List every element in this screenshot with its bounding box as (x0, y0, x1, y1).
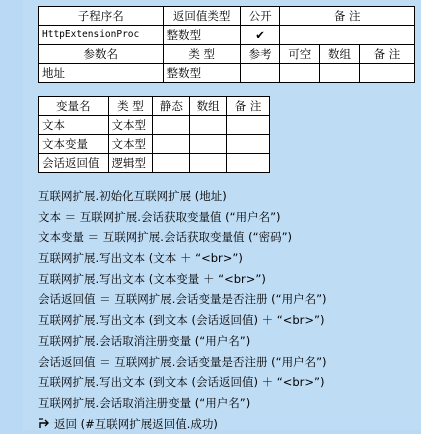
sub-return-type-cell[interactable]: 整数型 (163, 26, 240, 45)
header-public: 公开 (240, 7, 280, 26)
param-array-cell[interactable] (320, 64, 360, 83)
header-param-ref: 参考 (240, 45, 280, 64)
code-line[interactable]: 会话返回值 ＝ 互联网扩展.会话变量是否注册 (“用户名”) (38, 292, 327, 307)
var-name-cell[interactable]: 文本变量 (39, 135, 109, 154)
sub-name-cell[interactable]: HttpExtensionProc (39, 26, 164, 45)
var-type-cell[interactable]: 文本型 (108, 116, 153, 135)
code-line[interactable]: 互联网扩展.写出文本 (到文本 (会话返回值) ＋ “<br>”) (38, 375, 325, 390)
code-line[interactable]: 文本 ＝ 互联网扩展.会话获取变量值 (“用户名”) (38, 209, 281, 224)
header-sub-name: 子程序名 (39, 7, 164, 26)
header-return-type: 返回值类型 (163, 7, 240, 26)
subroutine-table (38, 6, 415, 83)
var-type-cell[interactable]: 文本型 (108, 135, 153, 154)
code-line[interactable]: 会话返回值 ＝ 互联网扩展.会话变量是否注册 (“用户名”) (38, 354, 327, 369)
var-array-cell[interactable] (190, 116, 227, 135)
var-remark-cell[interactable] (227, 116, 270, 135)
param-remark-cell[interactable] (359, 64, 414, 83)
param-type-cell[interactable]: 整数型 (163, 64, 240, 83)
return-arrow-icon (38, 417, 50, 429)
code-line[interactable]: 互联网扩展.初始化互联网扩展 (地址) (38, 189, 227, 203)
sub-public-checkmark[interactable]: ✔ (240, 26, 280, 45)
code-line[interactable]: 互联网扩展.写出文本 (文本 ＋ “<br>”) (38, 251, 243, 266)
header-var-type: 类 型 (108, 97, 153, 116)
header-var-static: 静态 (153, 97, 190, 116)
code-line[interactable]: 互联网扩展.会话取消注册变量 (“用户名”) (38, 333, 251, 348)
var-type-cell[interactable]: 逻辑型 (108, 154, 153, 173)
var-name-cell[interactable]: 文本 (39, 116, 109, 135)
variable-table (38, 96, 270, 173)
code-body[interactable] (38, 186, 418, 434)
line-gutter (0, 0, 23, 430)
code-line[interactable]: 文本变量 ＝ 互联网扩展.会话获取变量值 (“密码”) (38, 230, 293, 245)
param-ref-cell[interactable] (240, 64, 280, 83)
var-array-cell[interactable] (190, 135, 227, 154)
code-line[interactable]: 互联网扩展.写出文本 (文本变量 ＋ “<br>”) (38, 271, 266, 286)
code-line-return[interactable] (38, 414, 418, 434)
header-var-name: 变量名 (39, 97, 109, 116)
header-remark: 备 注 (280, 7, 415, 26)
var-array-cell[interactable] (190, 154, 227, 173)
header-param-array: 数组 (320, 45, 360, 64)
header-param-nullable: 可空 (280, 45, 320, 64)
header-var-array: 数组 (190, 97, 227, 116)
var-static-cell[interactable] (153, 116, 190, 135)
table-row[interactable] (39, 135, 270, 154)
table-row[interactable] (39, 116, 270, 135)
header-param-name: 参数名 (39, 45, 164, 64)
return-statement: 返回 (#互联网扩展返回值.成功) (54, 416, 218, 431)
param-name-cell[interactable]: 地址 (39, 64, 164, 83)
table-row[interactable] (39, 154, 270, 173)
var-static-cell[interactable] (153, 135, 190, 154)
code-line[interactable]: 互联网扩展.会话取消注册变量 (“用户名”) (38, 395, 251, 410)
var-remark-cell[interactable] (227, 135, 270, 154)
code-line[interactable]: 互联网扩展.写出文本 (到文本 (会话返回值) ＋ “<br>”) (38, 313, 325, 328)
header-param-remark: 备 注 (359, 45, 414, 64)
var-static-cell[interactable] (153, 154, 190, 173)
header-var-remark: 备 注 (227, 97, 270, 116)
var-name-cell[interactable]: 会话返回值 (39, 154, 109, 173)
param-nullable-cell[interactable] (280, 64, 320, 83)
sub-remark-cell[interactable] (280, 26, 415, 45)
header-param-type: 类 型 (163, 45, 240, 64)
var-remark-cell[interactable] (227, 154, 270, 173)
